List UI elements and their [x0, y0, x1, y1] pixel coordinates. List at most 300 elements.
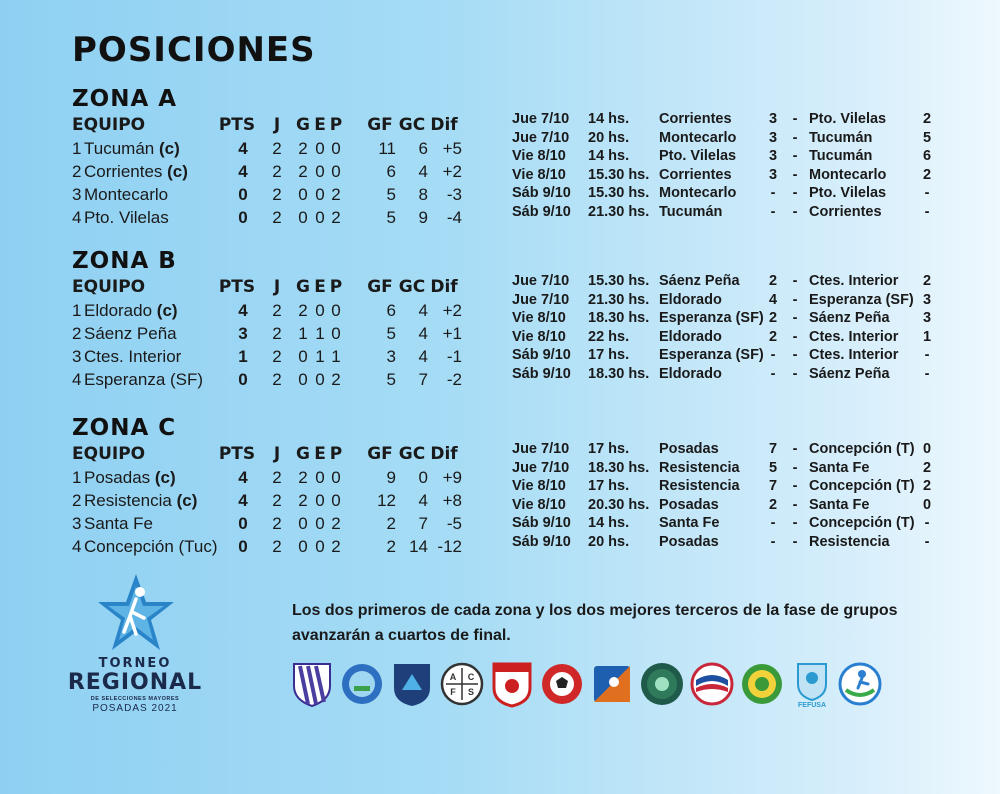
- fixture-away: Ctes. Interior: [809, 347, 899, 364]
- fixture-home: Esperanza (SF): [659, 310, 764, 327]
- fixture-home: Corrientes: [659, 111, 732, 127]
- fixture-day: Jue 7/10: [512, 273, 570, 289]
- fixture-away: Santa Fe: [809, 496, 870, 513]
- fixture-as: -: [924, 365, 930, 382]
- cell-gf: 12: [377, 491, 396, 510]
- fixture-as: 2: [922, 166, 932, 183]
- logo-text-venue: POSADAS 2021: [92, 703, 178, 714]
- fixture-home: Eldorado: [659, 291, 722, 308]
- fixture-time: 17 hs.: [588, 347, 630, 364]
- fixture-hs: 3: [768, 148, 778, 165]
- fixture-away: Pto. Vilelas: [809, 111, 887, 127]
- fixture-time: 20 hs.: [588, 533, 630, 550]
- header-gf: GF: [367, 444, 393, 464]
- cell-p: 2: [331, 185, 341, 204]
- fixture-time: 21.30 hs.: [588, 291, 650, 308]
- header-g: G: [296, 444, 310, 464]
- cell-e: 0: [315, 208, 325, 227]
- cell-gf: 11: [378, 139, 396, 158]
- fefusa-shield-crest-icon: [790, 660, 834, 708]
- cell-pts: 4: [238, 301, 248, 320]
- svg-text:F: F: [450, 687, 456, 697]
- header-j: J: [273, 277, 281, 297]
- header-j: J: [273, 444, 281, 464]
- header-pts: PTS: [218, 277, 256, 297]
- fixture-dash: -: [792, 310, 798, 327]
- cell-gc: 8: [418, 185, 428, 204]
- cell-dif: -3: [446, 185, 462, 204]
- cell-g: 0: [298, 347, 308, 366]
- table-row: [72, 512, 462, 535]
- fixture-day: Jue 7/10: [512, 459, 570, 476]
- fixture-time: 17 hs.: [588, 441, 630, 457]
- team-label: Ctes. Interior: [84, 347, 182, 366]
- zone-a: [72, 84, 462, 229]
- team-name: [84, 183, 168, 206]
- table-row: [72, 535, 462, 558]
- cell-e: 0: [315, 468, 325, 487]
- cell-pts: 4: [238, 139, 248, 158]
- cell-e: 1: [315, 347, 325, 366]
- fixture-time: 21.30 hs.: [588, 203, 650, 220]
- fixture-away: Ctes. Interior: [809, 273, 899, 289]
- fixture-dash: -: [792, 496, 798, 513]
- fixture-as: -: [924, 533, 930, 550]
- fixture-day: Vie 8/10: [512, 328, 566, 345]
- fixture-day: Jue 7/10: [512, 441, 570, 457]
- fixture-day: Vie 8/10: [512, 310, 566, 327]
- fixture-dash: -: [792, 203, 798, 220]
- cell-gf: 6: [386, 162, 396, 181]
- cell-dif: -5: [446, 514, 462, 533]
- standings-header: [72, 443, 458, 466]
- cell-g: 2: [298, 301, 308, 320]
- fixture-dash: -: [792, 273, 798, 289]
- cell-j: 2: [272, 537, 282, 556]
- fixture-hs: -: [770, 533, 776, 550]
- fixture-away: Resistencia: [809, 533, 890, 550]
- fixture-as: 3: [922, 310, 932, 327]
- cell-p: 1: [331, 347, 341, 366]
- tournament-logo: [60, 572, 220, 722]
- cell-pos: 3: [72, 185, 82, 204]
- cell-pts: 4: [238, 468, 248, 487]
- fixture-away: Esperanza (SF): [809, 291, 914, 308]
- fixture-as: 1: [922, 328, 932, 345]
- team-name: [84, 345, 181, 368]
- cell-g: 0: [298, 208, 308, 227]
- cell-gf: 5: [386, 208, 396, 227]
- fefusa-crest-text: FEFUSA: [798, 702, 826, 708]
- cell-pos: 2: [72, 162, 82, 181]
- header-gc: GC: [398, 115, 426, 135]
- cell-pts: 0: [238, 514, 248, 533]
- fixture-away: Sáenz Peña: [809, 310, 890, 327]
- fixture-day: Sáb 9/10: [512, 203, 571, 220]
- cell-j: 2: [272, 301, 282, 320]
- team-name: [84, 489, 197, 512]
- fixture-time: 20 hs.: [588, 129, 630, 146]
- cell-pos: 3: [72, 514, 82, 533]
- ball-round-crest-icon: [540, 660, 584, 708]
- cell-j: 2: [272, 208, 282, 227]
- fixture-away: Montecarlo: [809, 166, 887, 183]
- fixture-hs: 3: [768, 166, 778, 183]
- champion-tag: (c): [167, 162, 188, 181]
- svg-text:C: C: [467, 672, 475, 682]
- cell-pos: 4: [72, 208, 82, 227]
- team-name: [84, 299, 178, 322]
- fixture-day: Jue 7/10: [512, 129, 570, 146]
- team-label: Tucumán: [84, 139, 159, 158]
- cell-gc: 4: [418, 347, 428, 366]
- fixture-hs: -: [770, 203, 776, 220]
- fixture-home: Posadas: [659, 441, 719, 457]
- team-name: [84, 322, 177, 345]
- cell-dif: +9: [442, 468, 462, 487]
- cell-gc: 4: [418, 162, 428, 181]
- team-label: Corrientes: [84, 162, 168, 181]
- fixture-as: 6: [922, 148, 932, 165]
- cell-j: 2: [272, 514, 282, 533]
- cell-gf: 5: [386, 185, 396, 204]
- cell-pos: 2: [72, 324, 82, 343]
- fixture-away: Pto. Vilelas: [809, 185, 887, 202]
- header-pts: PTS: [218, 444, 256, 464]
- cell-pos: 1: [72, 139, 82, 158]
- cell-g: 0: [298, 537, 308, 556]
- fixture-home: Pto. Vilelas: [659, 148, 737, 165]
- cell-dif: +5: [442, 139, 462, 158]
- fixture-home: Eldorado: [659, 328, 722, 345]
- cell-p: 0: [331, 162, 341, 181]
- table-row: [72, 206, 462, 229]
- fixture-dash: -: [792, 166, 798, 183]
- fixture-away: Sáenz Peña: [809, 365, 890, 382]
- champion-tag: (c): [156, 301, 178, 320]
- fixture-time: 14 hs.: [588, 111, 630, 127]
- red-shield-crest-icon: [490, 660, 534, 708]
- fixture-dash: -: [792, 533, 798, 550]
- cell-pts: 0: [238, 370, 248, 389]
- standings-header: [72, 114, 458, 137]
- fixture-hs: 2: [768, 273, 778, 289]
- fixture-time: 14 hs.: [588, 515, 630, 532]
- cell-j: 2: [272, 139, 282, 158]
- fixture-day: Vie 8/10: [512, 148, 566, 165]
- cell-p: 2: [331, 370, 341, 389]
- header-gf: GF: [367, 115, 393, 135]
- cell-gf: 2: [386, 537, 396, 556]
- cell-gf: 3: [386, 347, 396, 366]
- table-row: [72, 345, 462, 368]
- cell-p: 0: [331, 301, 341, 320]
- header-p: P: [329, 115, 343, 135]
- team-label: Esperanza (SF): [84, 370, 204, 389]
- acfs-round-crest-icon: [440, 660, 484, 708]
- fixture-home: Eldorado: [659, 365, 722, 382]
- fixture-hs: 7: [768, 441, 778, 457]
- team-label: Santa Fe: [84, 514, 153, 533]
- fixture-hs: 2: [768, 496, 778, 513]
- fixture-time: 15.30 hs.: [588, 166, 650, 183]
- fixture-day: Jue 7/10: [512, 111, 570, 127]
- svg-text:S: S: [467, 687, 475, 697]
- cell-e: 0: [315, 185, 325, 204]
- fixture-as: 5: [922, 129, 932, 146]
- dark-shield-crest-icon: [390, 660, 434, 708]
- fixture-hs: -: [770, 185, 776, 202]
- fixture-as: 2: [922, 459, 932, 476]
- table-row: [72, 137, 462, 160]
- cell-gc: 14: [409, 537, 428, 556]
- table-row: [72, 489, 462, 512]
- fixture-time: 18.30 hs.: [588, 365, 650, 382]
- team-name: [84, 368, 203, 391]
- cell-j: 2: [272, 324, 282, 343]
- fixture-as: 2: [922, 478, 932, 495]
- cell-p: 0: [331, 468, 341, 487]
- team-name: [84, 512, 153, 535]
- fixture-dash: -: [792, 365, 798, 382]
- cell-p: 0: [331, 491, 341, 510]
- cell-e: 0: [315, 537, 325, 556]
- cell-gc: 6: [418, 139, 428, 158]
- cell-g: 2: [298, 139, 308, 158]
- zone-b: [72, 246, 462, 391]
- table-row: [72, 368, 462, 391]
- fixture-away: Tucumán: [809, 129, 873, 146]
- fixture-as: 2: [922, 111, 932, 127]
- cell-j: 2: [272, 491, 282, 510]
- cell-j: 2: [272, 370, 282, 389]
- cell-p: 2: [331, 514, 341, 533]
- zone-title: ZONA A: [72, 86, 178, 112]
- fixture-dash: -: [792, 111, 798, 127]
- red-blue-round-crest-icon: [690, 660, 734, 708]
- fixture-home: Santa Fe: [659, 515, 720, 532]
- standings-table: [72, 114, 462, 229]
- fixture-as: 2: [922, 273, 932, 289]
- fixture-home: Posadas: [659, 533, 719, 550]
- cell-e: 0: [315, 139, 325, 158]
- cell-gc: 4: [418, 301, 428, 320]
- striped-shield-crest-icon: [290, 660, 334, 708]
- fixture-as: -: [924, 185, 930, 202]
- team-label: Montecarlo: [84, 185, 169, 204]
- cell-gf: 5: [386, 324, 396, 343]
- fixture-hs: 3: [768, 111, 778, 127]
- fixture-hs: -: [770, 347, 776, 364]
- fixture-hs: 3: [768, 129, 778, 146]
- standings-table: [72, 443, 462, 558]
- table-row: [72, 299, 462, 322]
- cell-dif: -12: [437, 537, 462, 556]
- header-gc: GC: [398, 444, 426, 464]
- header-g: G: [296, 277, 310, 297]
- fixture-time: 15.30 hs.: [588, 273, 650, 289]
- team-label: Pto. Vilelas: [84, 208, 169, 227]
- fixture-as: -: [924, 347, 930, 364]
- cell-gc: 7: [418, 370, 428, 389]
- fixture-away: Concepción (T): [809, 441, 915, 457]
- fixture-away: Tucumán: [809, 148, 873, 165]
- header-p: P: [329, 277, 343, 297]
- cell-e: 0: [315, 370, 325, 389]
- team-label: Resistencia: [84, 491, 177, 510]
- fixture-dash: -: [792, 185, 798, 202]
- team-name: [84, 137, 180, 160]
- fixture-home: Sáenz Peña: [659, 273, 740, 289]
- fixture-day: Vie 8/10: [512, 166, 566, 183]
- blue-round-crest-icon: [340, 660, 384, 708]
- fixture-hs: 4: [768, 291, 778, 308]
- fixture-hs: 7: [768, 478, 778, 495]
- fixture-dash: -: [792, 129, 798, 146]
- fixture-day: Sáb 9/10: [512, 185, 571, 202]
- fixture-dash: -: [792, 478, 798, 495]
- cell-gc: 7: [418, 514, 428, 533]
- fixture-dash: -: [792, 347, 798, 364]
- fixture-time: 17 hs.: [588, 478, 630, 495]
- cell-pos: 4: [72, 537, 82, 556]
- header-dif: Dif: [430, 444, 458, 464]
- cell-pos: 4: [72, 370, 82, 389]
- cell-dif: +2: [442, 162, 462, 181]
- cell-gc: 4: [418, 491, 428, 510]
- green-yellow-crest-icon: [740, 660, 784, 708]
- fixture-dash: -: [792, 148, 798, 165]
- fixture-day: Jue 7/10: [512, 291, 570, 308]
- cell-g: 0: [298, 185, 308, 204]
- fixture-home: Montecarlo: [659, 129, 737, 146]
- table-row: [72, 322, 462, 345]
- fixture-day: Vie 8/10: [512, 478, 566, 495]
- fixture-hs: 2: [768, 310, 778, 327]
- header-j: J: [273, 115, 281, 135]
- fixture-time: 15.30 hs.: [588, 185, 650, 202]
- cell-dif: -1: [446, 347, 462, 366]
- logo-text-subtitle: DE SELECCIONES MAYORES: [90, 696, 180, 702]
- team-name: [84, 160, 188, 183]
- logo-text-torneo: TORNEO: [98, 656, 172, 671]
- cell-dif: +8: [442, 491, 462, 510]
- team-label: Sáenz Peña: [84, 324, 177, 343]
- cell-e: 0: [315, 514, 325, 533]
- cell-p: 0: [331, 139, 341, 158]
- team-name: [84, 206, 169, 229]
- cell-gc: 9: [418, 208, 428, 227]
- header-dif: Dif: [430, 115, 458, 135]
- fixture-day: Sáb 9/10: [512, 533, 571, 550]
- fixture-home: Tucumán: [659, 203, 723, 220]
- fixture-time: 20.30 hs.: [588, 496, 650, 513]
- player-round-crest-icon: [838, 660, 882, 708]
- fixture-as: -: [924, 203, 930, 220]
- fixture-time: 22 hs.: [588, 328, 630, 345]
- fixture-dash: -: [792, 291, 798, 308]
- cell-p: 2: [331, 537, 341, 556]
- team-name: [84, 466, 176, 489]
- zone-c: [72, 413, 462, 558]
- cell-dif: -2: [446, 370, 462, 389]
- standings-header: [72, 276, 458, 299]
- cell-g: 2: [298, 468, 308, 487]
- page-title: POSICIONES: [72, 30, 316, 70]
- cell-g: 0: [298, 514, 308, 533]
- fixture-dash: -: [792, 515, 798, 532]
- fixture-dash: -: [792, 328, 798, 345]
- fixture-away: Concepción (T): [809, 478, 915, 495]
- fixture-day: Vie 8/10: [512, 496, 566, 513]
- cell-gf: 6: [386, 301, 396, 320]
- cell-pts: 3: [238, 324, 248, 343]
- cell-e: 0: [315, 491, 325, 510]
- team-label: Concepción (Tuc): [84, 537, 218, 556]
- standings-table: [72, 276, 462, 391]
- zone-title: ZONA B: [72, 248, 177, 274]
- fixture-home: Esperanza (SF): [659, 347, 764, 364]
- header-equipo: EQUIPO: [72, 115, 146, 135]
- cell-g: 1: [298, 324, 308, 343]
- fixture-hs: 5: [768, 459, 778, 476]
- cell-pos: 3: [72, 347, 82, 366]
- cell-dif: -4: [446, 208, 462, 227]
- fixture-hs: -: [770, 365, 776, 382]
- team-name: [84, 535, 218, 558]
- header-g: G: [296, 115, 310, 135]
- cell-p: 0: [331, 324, 341, 343]
- fixture-away: Corrientes: [809, 203, 882, 220]
- cell-j: 2: [272, 162, 282, 181]
- header-e: E: [314, 277, 326, 297]
- qualification-note: Los dos primeros de cada zona y los dos mejores terceros de la fase de grupos avanzarán a cuartos de final.: [292, 602, 898, 644]
- cell-pos: 1: [72, 468, 82, 487]
- zone-title: ZONA C: [72, 415, 177, 441]
- cell-e: 1: [315, 324, 325, 343]
- fixture-as: 0: [922, 441, 932, 457]
- cell-dif: +1: [442, 324, 462, 343]
- cell-pos: 2: [72, 491, 82, 510]
- fixture-as: 0: [922, 496, 932, 513]
- header-equipo: EQUIPO: [72, 277, 146, 297]
- fixture-dash: -: [792, 459, 798, 476]
- fixture-home: Montecarlo: [659, 185, 737, 202]
- table-row: [72, 183, 462, 206]
- fixture-home: Posadas: [659, 496, 719, 513]
- header-p: P: [329, 444, 343, 464]
- fixture-home: Resistencia: [659, 459, 740, 476]
- green-round-crest-icon: [640, 660, 684, 708]
- cell-pos: 1: [72, 301, 82, 320]
- cell-gf: 9: [386, 468, 396, 487]
- fixture-day: Sáb 9/10: [512, 347, 571, 364]
- cell-g: 2: [298, 162, 308, 181]
- fixture-home: Corrientes: [659, 166, 732, 183]
- fixture-time: 18.30 hs.: [588, 310, 650, 327]
- cell-gf: 5: [386, 370, 396, 389]
- team-label: Eldorado: [84, 301, 157, 320]
- fixture-as: 3: [922, 291, 932, 308]
- header-e: E: [314, 444, 326, 464]
- orange-blue-crest-icon: [590, 660, 634, 708]
- cell-e: 0: [315, 301, 325, 320]
- header-dif: Dif: [430, 277, 458, 297]
- table-row: [72, 466, 462, 489]
- fixture-time: 18.30 hs.: [588, 459, 650, 476]
- svg-text:A: A: [449, 672, 457, 682]
- cell-g: 0: [298, 370, 308, 389]
